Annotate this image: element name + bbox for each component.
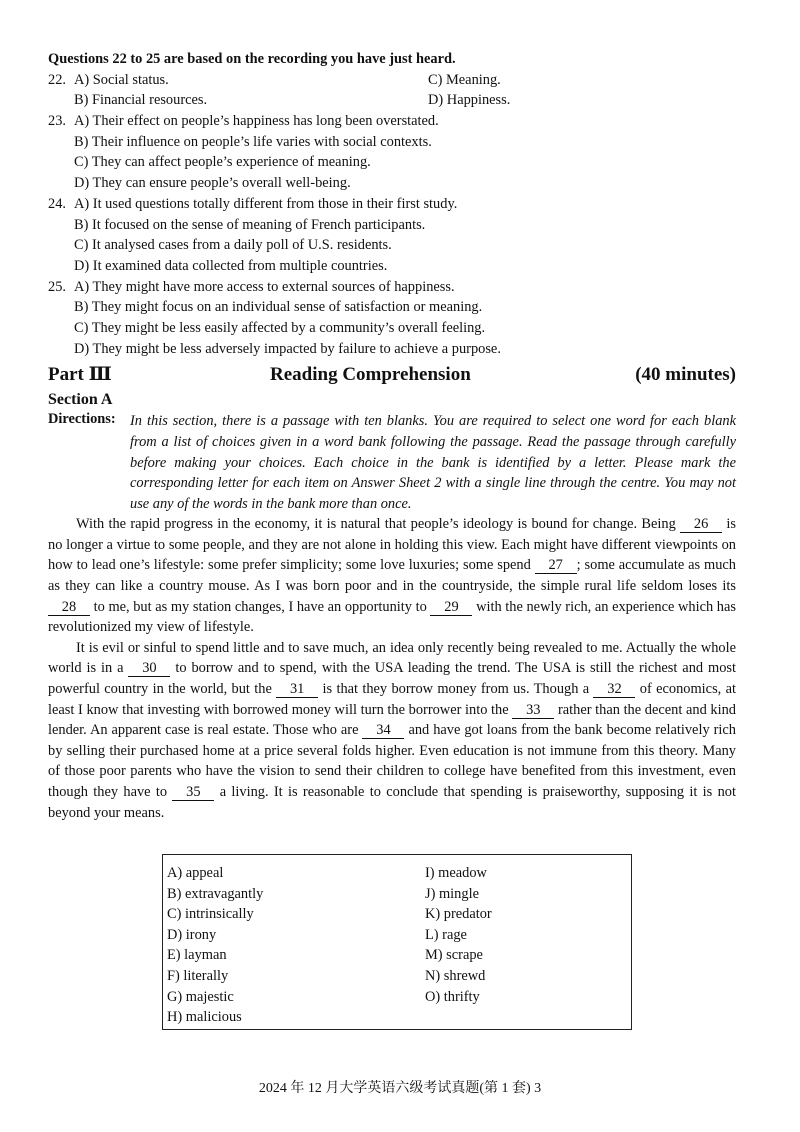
question-23-option-a: [48, 111, 736, 132]
passage-paragraph-1: [48, 514, 736, 638]
passage-text: to me, but as my station changes, I have an opportunity to: [90, 598, 431, 615]
question-number: 25.: [48, 278, 66, 295]
blank-35: 35: [172, 784, 214, 801]
option-letter: C): [74, 319, 89, 336]
option-letter: B): [74, 299, 89, 316]
directions: [48, 411, 736, 514]
passage-text: is no longer a virtue to some people, and they are not alone in holding this view. Each might have different viewpoints on how to lead one’s lifestyle: some prefer simplicity; some love luxuries; some spend: [48, 516, 736, 574]
option-text: They can affect people’s experience of meaning.: [91, 154, 371, 171]
option-letter: D): [74, 175, 90, 192]
word-bank-item: B) extravagantly: [167, 885, 264, 902]
question-23-option-b: [48, 132, 736, 153]
option-letter: A): [74, 113, 90, 130]
word-bank: [162, 854, 632, 1030]
option-text: They can ensure people’s overall well-being.: [92, 175, 351, 192]
blank-29: 29: [430, 599, 472, 616]
word-bank-item: E) layman: [167, 947, 227, 964]
option-letter: A): [74, 71, 90, 88]
option-text: Their effect on people’s happiness has long been overstated.: [92, 113, 439, 130]
part-heading: [48, 361, 736, 389]
question-24-option-a: [48, 194, 736, 215]
word-bank-item: C) intrinsically: [167, 906, 254, 923]
option-text: Social status.: [92, 71, 169, 88]
option-letter: A): [74, 278, 90, 295]
passage-text: and have got loans from the bank become relatively rich by selling their purchased home at a price several folds higher. Even education is not immune from this theory. Many of those poor parents who have the vision to send their children to college have benefited from this investment, even though they have to: [48, 722, 736, 800]
option-text: Happiness.: [446, 92, 511, 109]
option-letter: C): [428, 71, 443, 88]
word-bank-item: I) meadow: [425, 865, 487, 881]
passage-text: is that they borrow money from us. Though a: [318, 681, 594, 698]
blank-31: 31: [276, 681, 318, 698]
option-letter: D): [74, 340, 90, 357]
passage-text: a living. It is reasonable to conclude that spending is praiseworthy, supposing it is not beyond your means.: [48, 784, 736, 821]
word-bank-item: O) thrifty: [425, 988, 480, 1005]
option-text: Financial resources.: [92, 92, 208, 109]
word-bank-item: D) irony: [167, 926, 217, 943]
blank-27: 27: [535, 557, 577, 574]
word-bank-item: M) scrape: [425, 947, 483, 964]
passage-text: ; some accumulate as much as they can like a country mouse. As I was born poor and in the countryside, the simple rural life seldom loses its: [48, 557, 736, 595]
blank-33: 33: [512, 702, 554, 719]
option-letter: B): [74, 216, 89, 233]
word-bank-item: G) majestic: [167, 988, 234, 1005]
question-24-option-b: [48, 215, 736, 236]
passage-paragraph-2: [48, 638, 736, 823]
option-text: Their influence on people’s life varies with social contexts.: [91, 133, 432, 150]
passage-text: With the rapid progress in the economy, it is natural that people’s ideology is bound for change. Being: [76, 516, 681, 533]
passage-text: to borrow and to spend, with the USA leading the trend. The USA is still the richest and most powerful country in the world, but the: [48, 660, 736, 698]
question-25-option-c: [48, 318, 736, 339]
question-25-option-d: [48, 339, 736, 360]
question-24-option-c: [48, 235, 736, 256]
option-text: Meaning.: [446, 71, 501, 88]
passage: [48, 514, 736, 823]
question-number: 23.: [48, 113, 66, 130]
option-text: It used questions totally different from those in their first study.: [92, 195, 458, 212]
option-text: They might focus on an individual sense of satisfaction or meaning.: [91, 299, 483, 316]
directions-label: Directions:: [48, 411, 116, 428]
passage-text: with the newly rich, an experience which has revolutionized my view of lifestyle.: [48, 598, 736, 636]
blank-34: 34: [362, 722, 404, 739]
passage-text: of economics, at least I know that investing with borrowed money will turn the borrower into the: [48, 681, 736, 718]
question-number: 24.: [48, 195, 66, 212]
word-bank-item: J) mingle: [425, 885, 479, 902]
question-23-option-d: [48, 173, 736, 194]
passage-text: rather than the decent and kind lender. An apparent case is real estate. Those who are: [48, 701, 736, 739]
word-bank-item: F) literally: [167, 967, 229, 984]
word-bank-item: A) appeal: [167, 865, 224, 881]
question-number: 22.: [48, 71, 66, 88]
option-text: It analysed cases from a daily poll of U.S. residents.: [92, 237, 392, 254]
question-24-option-d: [48, 256, 736, 277]
word-bank-column-2: [425, 863, 492, 1007]
option-letter: C): [74, 237, 89, 254]
part-time: (40 minutes): [635, 364, 736, 386]
option-text: They might be less adversely impacted by failure to achieve a purpose.: [92, 340, 501, 357]
blank-26: 26: [680, 516, 722, 533]
option-text: They might have more access to external sources of happiness.: [92, 278, 455, 295]
part-title: Reading Comprehension: [270, 364, 471, 386]
part-label: Part Ⅲ: [48, 364, 112, 386]
word-bank-item: H) malicious: [167, 1009, 242, 1026]
option-letter: D): [74, 257, 90, 274]
page-footer: 2024 年 12 月大学英语六级考试真题(第 1 套) 3: [258, 1081, 542, 1096]
word-bank-column-1: [167, 863, 263, 1028]
question-22-row-1: [48, 70, 736, 91]
word-bank-item: L) rage: [425, 926, 467, 943]
option-letter: D): [428, 92, 444, 109]
question-25-option-a: [48, 277, 736, 298]
exam-page: [48, 49, 736, 1026]
option-letter: C): [74, 154, 89, 171]
option-text: It examined data collected from multiple countries.: [92, 257, 388, 274]
word-bank-item: N) shrewd: [425, 967, 486, 984]
blank-32: 32: [593, 681, 635, 698]
listening-heading: Questions 22 to 25 are based on the recording you have just heard.: [48, 51, 456, 67]
word-bank-item: K) predator: [425, 906, 492, 923]
option-letter: B): [74, 133, 89, 150]
question-23-option-c: [48, 152, 736, 173]
option-text: It focused on the sense of meaning of French participants.: [92, 216, 426, 233]
question-25-option-b: [48, 297, 736, 318]
directions-text: In this section, there is a passage with ten blanks. You are required to select one word for each blank from a list of choices given in a word bank following the passage. Read the passage through carefully before making your choices. Each choice in the bank is identified by a letter. Please mark the corresponding letter for each item on Answer Sheet 2 with a single line through the centre. You may not use any of the words in the bank more than once.: [130, 413, 736, 512]
question-22-row-2: [48, 90, 736, 111]
option-letter: B): [74, 92, 89, 109]
option-letter: A): [74, 195, 90, 212]
section-heading: Section A: [48, 391, 113, 409]
blank-28: 28: [48, 599, 90, 616]
blank-30: 30: [128, 660, 170, 677]
option-text: They might be less easily affected by a community’s overall feeling.: [91, 319, 486, 336]
passage-text: It is evil or sinful to spend little and to save much, an idea only recently being revealed to me. Actually the whole world is in a: [48, 639, 736, 677]
